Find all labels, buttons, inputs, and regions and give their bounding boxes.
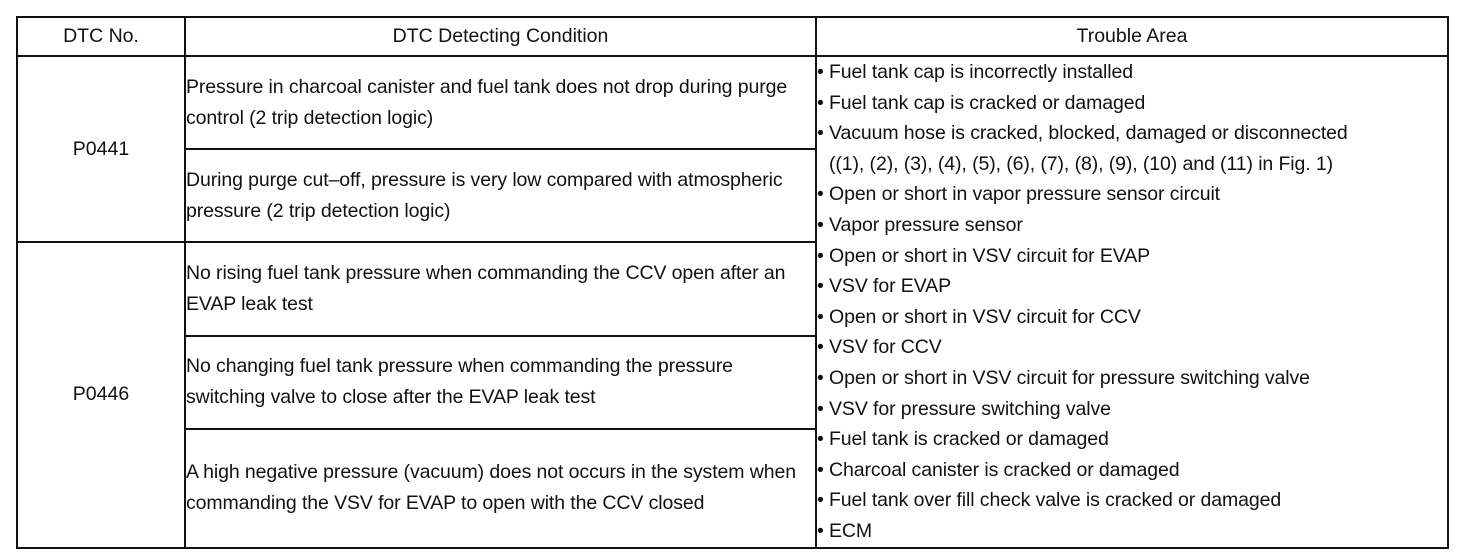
bullet-icon: •: [817, 61, 824, 83]
trouble-area-item: • Fuel tank is cracked or damaged: [817, 424, 1447, 455]
trouble-area-item: • Vapor pressure sensor: [817, 210, 1447, 241]
bullet-icon: •: [817, 336, 824, 359]
dtc-code-p0446: P0446: [17, 242, 185, 548]
detecting-condition: A high negative pressure (vacuum) does not occurs in the system when commanding the VSV for EVAP to open with the CCV closed: [185, 429, 816, 548]
detecting-condition: Pressure in charcoal canister and fuel tank does not drop during purge control (2 trip detection logic): [185, 56, 816, 149]
bullet-icon: •: [817, 244, 824, 267]
header-trouble-area: Trouble Area: [816, 17, 1448, 56]
bullet-icon: •: [817, 213, 824, 236]
trouble-area-list: [817, 57, 1447, 547]
bullet-icon: •: [817, 489, 824, 512]
bullet-icon: •: [817, 122, 824, 145]
trouble-area-item: • ECM: [817, 516, 1447, 547]
bullet-icon: •: [817, 428, 824, 451]
trouble-area-item: • Open or short in VSV circuit for EVAP: [817, 241, 1447, 272]
header-detecting-condition: DTC Detecting Condition: [185, 17, 816, 56]
trouble-area-item: • VSV for CCV: [817, 332, 1447, 363]
bullet-icon: •: [817, 458, 824, 481]
trouble-area-item: • VSV for EVAP: [817, 271, 1447, 302]
detecting-condition: During purge cut–off, pressure is very low compared with atmospheric pressure (2 trip detection logic): [185, 149, 816, 242]
table-row: [17, 56, 1448, 149]
dtc-table: [16, 16, 1449, 549]
trouble-area-item: • Open or short in VSV circuit for pressure switching valve: [817, 363, 1447, 394]
bullet-icon: •: [817, 275, 824, 298]
header-row: [17, 17, 1448, 56]
bullet-icon: •: [817, 305, 824, 328]
bullet-icon: •: [817, 183, 824, 206]
trouble-area-item: • Open or short in vapor pressure sensor circuit: [817, 179, 1447, 210]
trouble-area-item: • Vacuum hose is cracked, blocked, damaged or disconnected ((1), (2), (3), (4), (5), (6), (7), (8), (9), (10) and (11) in Fig. 1): [817, 118, 1447, 179]
trouble-area-item: • Charcoal canister is cracked or damaged: [817, 455, 1447, 486]
detecting-condition: No changing fuel tank pressure when commanding the pressure switching valve to close after the EVAP leak test: [185, 336, 816, 429]
bullet-icon: •: [817, 91, 824, 114]
detecting-condition: No rising fuel tank pressure when commanding the CCV open after an EVAP leak test: [185, 242, 816, 336]
bullet-icon: •: [817, 519, 824, 542]
trouble-area-item: • Fuel tank cap is cracked or damaged: [817, 88, 1447, 119]
trouble-area-item: • Fuel tank cap is incorrectly installed: [817, 57, 1447, 88]
bullet-icon: •: [817, 397, 824, 420]
dtc-code-p0441: P0441: [17, 56, 185, 242]
trouble-area-item: • Fuel tank over fill check valve is cracked or damaged: [817, 485, 1447, 516]
header-dtc-no: DTC No.: [17, 17, 185, 56]
bullet-icon: •: [817, 366, 824, 389]
vacuum-hose-note: ((1), (2), (3), (4), (5), (6), (7), (8), (9), (10) and (11) in Fig. 1): [829, 152, 1334, 175]
trouble-area-item: • Open or short in VSV circuit for CCV: [817, 302, 1447, 333]
trouble-area-cell: [816, 56, 1448, 548]
trouble-area-item: • VSV for pressure switching valve: [817, 394, 1447, 425]
